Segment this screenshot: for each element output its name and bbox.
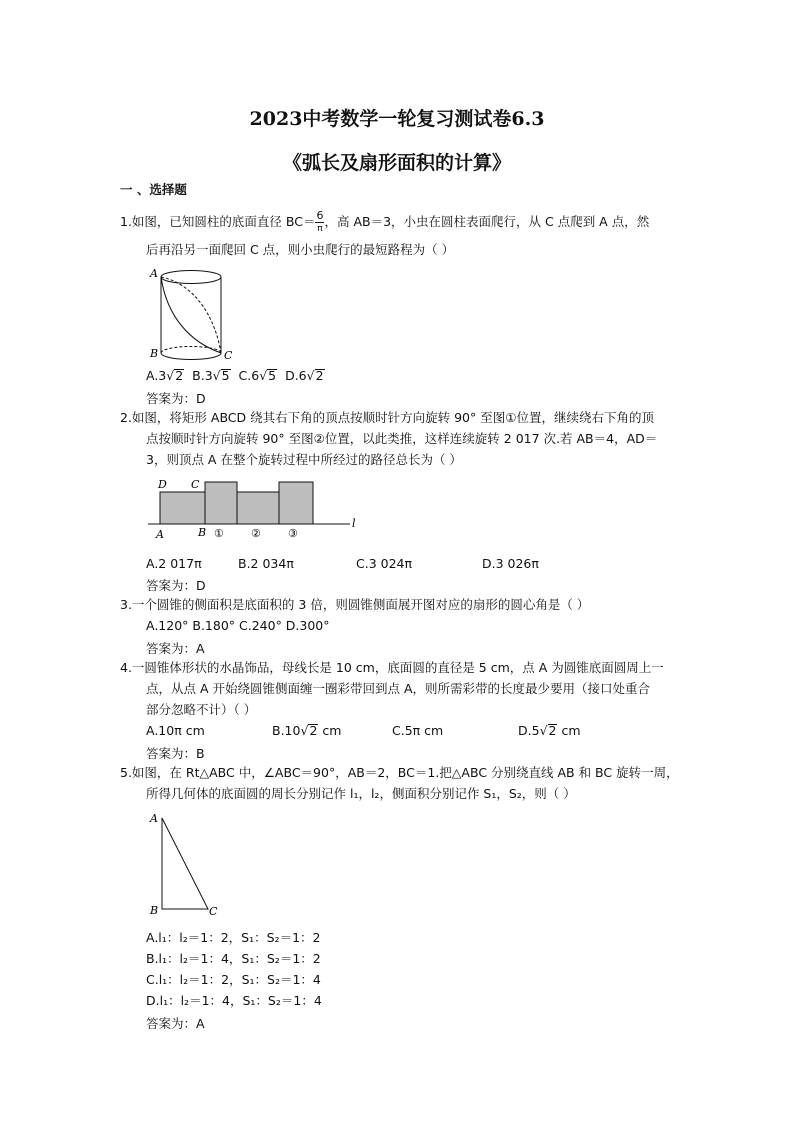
q1-option-d-radicand: 2 [315, 368, 324, 383]
label-b: B [198, 526, 207, 539]
q1-cylinder-figure [145, 262, 255, 367]
q5-triangle-figure [148, 808, 228, 918]
q1-option-d-coef: D.6 [285, 368, 307, 383]
rect-position-1 [205, 482, 237, 524]
q1-option-b: B.3√5 [192, 368, 230, 383]
q4-option-a: A.10π cm [146, 723, 205, 738]
question-1-line-2: 后再沿另一面爬回 C 点，则小虫爬行的最短路程为（ ） [146, 242, 455, 257]
label-circle-1: ① [214, 527, 224, 540]
q2-option-c: C.3 024π [356, 556, 413, 571]
q4-answer: 答案为：B [146, 746, 205, 761]
q1-option-a-radicand: 2 [175, 368, 184, 383]
q4-option-b-radicand: 2 [309, 723, 318, 738]
question-4-line-1: 4.一圆锥体形状的水晶饰品，母线长是 10 cm，底面圆的直径是 5 cm，点 A 为圆锥底面圆周上一 [120, 660, 664, 675]
label-circle-2: ② [251, 527, 261, 540]
label-a: A [150, 812, 158, 825]
cylinder-bottom-front [161, 353, 221, 360]
triangle-abc [162, 818, 208, 909]
front-path-curve [161, 277, 221, 353]
label-c: C [224, 349, 233, 362]
question-2-line-3: 3，则顶点 A 在整个旋转过程中所经过的路径总长为（ ） [146, 452, 462, 467]
label-circle-3: ③ [288, 527, 298, 540]
q1-option-b-radicand: 5 [221, 368, 230, 383]
label-b: B [150, 904, 159, 917]
q1-options [146, 368, 325, 384]
question-1-line-1 [120, 210, 649, 235]
page-title: 2023中考数学一轮复习测试卷6.3 [249, 108, 545, 130]
question-5-line-1: 5.如图，在 Rt△ABC 中，∠ABC＝90°，AB＝2，BC＝1.把△ABC 分别绕直线 AB 和 BC 旋转一周， [120, 765, 679, 780]
q1-option-a-coef: A.3 [146, 368, 167, 383]
question-3-line-1: 3.一个圆锥的侧面积是底面积的 3 倍，则圆锥侧面展开图对应的扇形的圆心角是（ ） [120, 597, 590, 612]
q1-option-a: A.3√2 [146, 368, 184, 383]
q2-option-a: A.2 017π [146, 556, 202, 571]
q1-answer: 答案为：D [146, 391, 206, 406]
label-b: B [150, 347, 159, 360]
label-a: A [156, 528, 164, 541]
section-heading: 一 、选择题 [120, 182, 187, 197]
q5-answer: 答案为：A [146, 1016, 205, 1031]
page-subtitle: 《弧长及扇形面积的计算》 [282, 152, 511, 174]
label-a: A [150, 267, 158, 280]
q1-option-d: D.6√2 [285, 368, 324, 383]
label-d: D [158, 478, 167, 491]
rect-position-3 [279, 482, 313, 524]
q1-option-c-coef: C.6 [238, 368, 260, 383]
label-c: C [191, 478, 200, 491]
q2-rectangles-figure [148, 476, 368, 544]
q3-options: A.120° B.180° C.240° D.300° [146, 618, 330, 633]
question-4-line-2: 点，从点 A 开始绕圆锥侧面缠一圈彩带回到点 A，则所需彩带的长度最少要用（接口处重合 [146, 681, 651, 696]
q5-option-a: A.l₁：l₂＝1：2，S₁：S₂＝1：2 [146, 930, 321, 945]
q4-option-d-coef: D.5 [518, 723, 540, 738]
question-2-line-1: 2.如图，将矩形 ABCD 绕其右下角的顶点按顺时针方向旋转 90° 至图①位置，继续绕右下角的顶 [120, 410, 654, 425]
cylinder-top-ellipse [161, 271, 221, 284]
q1-fraction-denominator: π [317, 224, 323, 234]
q2-option-d: D.3 026π [482, 556, 539, 571]
q4-option-d-unit: cm [557, 723, 581, 738]
q1-option-b-coef: B.3 [192, 368, 213, 383]
q1-option-c-radicand: 5 [268, 368, 277, 383]
q5-option-d: D.l₁：l₂＝1：4，S₁：S₂＝1：4 [146, 993, 322, 1008]
q1-text-b: ，高 AB＝3，小虫在圆柱表面爬行，从 C 点爬到 A 点，然 [324, 214, 650, 229]
q1-option-c: C.6√5 [238, 368, 277, 383]
rect-abcd [160, 492, 205, 524]
back-path-curve [161, 277, 221, 353]
q4-option-b: B.10√2 cm [272, 723, 342, 738]
q2-option-b: B.2 034π [238, 556, 294, 571]
question-2-line-2: 点按顺时针方向旋转 90° 至图②位置，以此类推，这样连续旋转 2 017 次.若 AB＝4，AD＝ [146, 431, 658, 446]
q4-option-b-unit: cm [318, 723, 342, 738]
q1-text-a: 1.如图，已知圆柱的底面直径 BC＝ [120, 214, 316, 229]
q4-option-d-radicand: 2 [548, 723, 557, 738]
q5-option-b: B.l₁：l₂＝1：4，S₁：S₂＝1：2 [146, 951, 321, 966]
question-4-line-3: 部分忽略不计）（ ） [146, 702, 257, 717]
rect-position-2 [237, 492, 279, 524]
q3-answer: 答案为：A [146, 641, 205, 656]
q1-fraction-numerator: 6 [316, 209, 324, 222]
question-5-line-2: 所得几何体的底面圆的周长分别记作 l₁，l₂，侧面积分别记作 S₁，S₂，则（ ） [146, 786, 576, 801]
label-l: l [352, 517, 356, 530]
q4-option-b-coef: B.10 [272, 723, 301, 738]
label-c: C [209, 905, 218, 918]
q5-option-c: C.l₁：l₂＝1：2，S₁：S₂＝1：4 [146, 972, 321, 987]
q4-option-c: C.5π cm [392, 723, 444, 738]
q4-option-d: D.5√2 cm [518, 723, 581, 738]
q2-answer: 答案为：D [146, 578, 206, 593]
